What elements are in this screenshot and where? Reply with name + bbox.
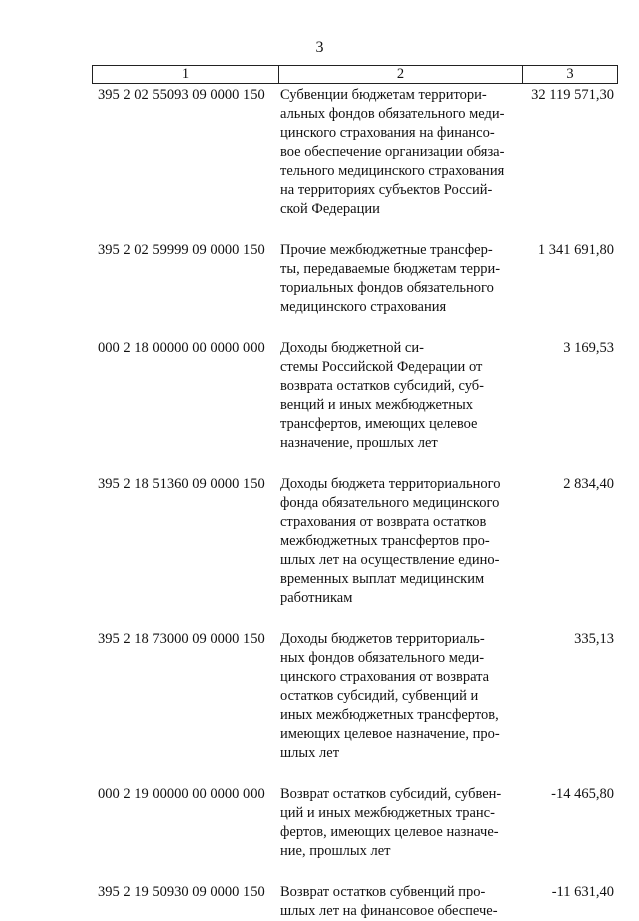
- row-amount: 335,13: [574, 631, 614, 647]
- budget-code: 395 2 18 51360 09 0000 150: [98, 476, 265, 492]
- row-amount: 32 119 571,30: [531, 87, 614, 103]
- row-description: Прочие межбюджетные трансфер- ты, передаваемые бюджетам терри- ториальных фондов обязательного медицинского страхования: [280, 242, 501, 315]
- row-description: Доходы бюджета территориального фонда обязательного медицинского страхования от возврата остатков межбюджетных трансфертов про- шлых лет на осуществление едино- временных выплат медицинским работникам: [280, 476, 501, 606]
- row-description: Возврат остатков субсидий, субвен- ций и иных межбюджетных транс- фертов, имеющих целевое назначе- ние, прошлых лет: [280, 786, 502, 859]
- page-number: 3: [315, 39, 324, 56]
- row-amount: -14 465,80: [551, 786, 614, 802]
- table-row: [92, 339, 622, 453]
- table-row: [92, 475, 622, 608]
- table-row: [92, 86, 622, 219]
- table-row: [92, 241, 622, 317]
- row-amount: 2 834,40: [563, 476, 614, 492]
- budget-code: 000 2 18 00000 00 0000 000: [98, 340, 265, 356]
- column-header-1: 1: [93, 66, 279, 84]
- budget-code: 395 2 18 73000 09 0000 150: [98, 631, 265, 647]
- table-row: [92, 630, 622, 763]
- budget-code: 395 2 02 55093 09 0000 150: [98, 87, 265, 103]
- column-header-2: 2: [279, 66, 523, 84]
- column-header-table: [92, 65, 618, 84]
- row-amount: -11 631,40: [551, 884, 614, 900]
- column-header-3: 3: [523, 66, 618, 84]
- row-amount: 1 341 691,80: [537, 242, 614, 258]
- row-amount: 3 169,53: [563, 340, 614, 356]
- budget-code: 000 2 19 00000 00 0000 000: [98, 786, 265, 802]
- row-description: Доходы бюджетной си- стемы Российской Федерации от возврата остатков субсидий, суб- венций и иных межбюджетных трансфертов, имеющих целевое назначение, прошлых лет: [280, 340, 484, 451]
- row-description: Субвенции бюджетам территори- альных фондов обязательного меди- цинского страхования на финансо- вое обеспечение организации обяза- тельного медицинского страхования на территориях субъектов Россий- ской Федерации: [280, 87, 505, 217]
- row-description: Возврат остатков субвенций про- шлых лет на финансовое обеспече-: [280, 884, 498, 919]
- table-row: [92, 883, 622, 921]
- budget-code: 395 2 02 59999 09 0000 150: [98, 242, 265, 258]
- row-description: Доходы бюджетов территориаль- ных фондов обязательного меди- цинского страхования от возврата остатков субсидий, субвенций и иных межбюджетных трансфертов, имеющих целевое назначение, про- шлых лет: [280, 631, 500, 761]
- budget-rows: [92, 86, 622, 921]
- budget-code: 395 2 19 50930 09 0000 150: [98, 884, 265, 900]
- table-row: [92, 785, 622, 861]
